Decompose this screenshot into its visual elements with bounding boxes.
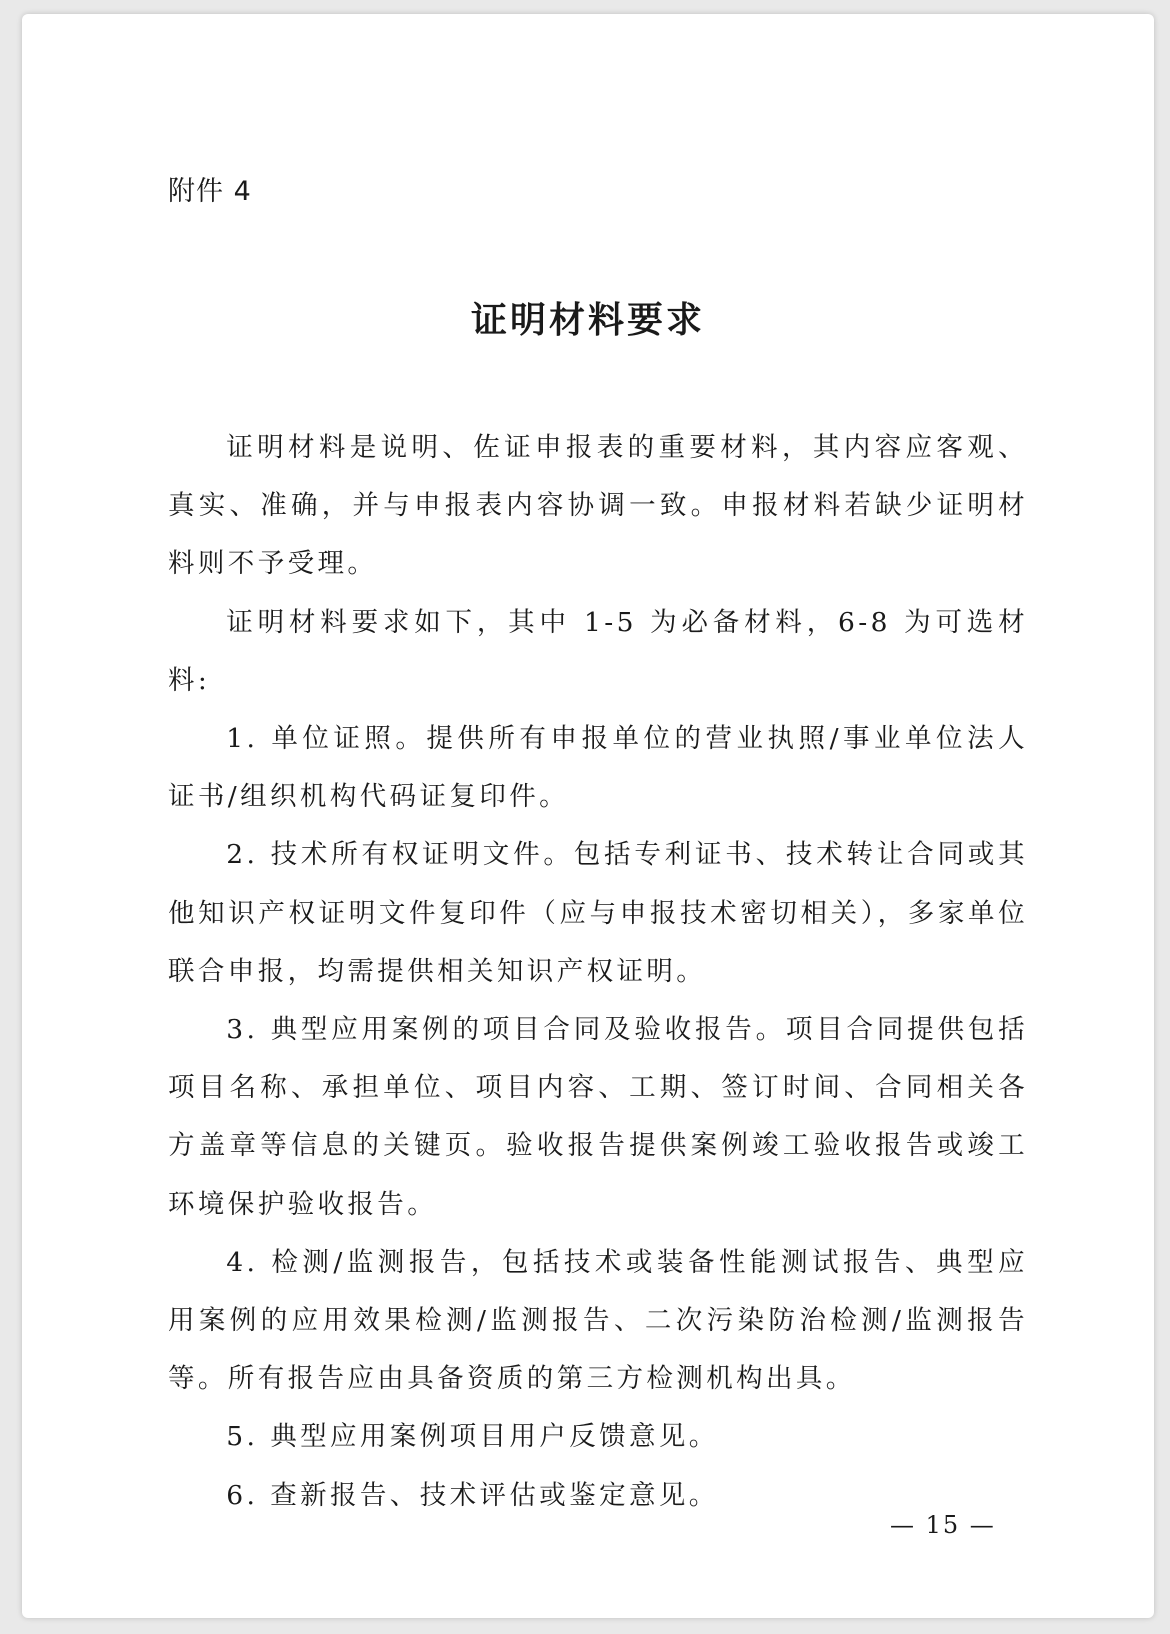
paragraph-requirements-lead: 证明材料要求如下，其中 1-5 为必备材料，6-8 为可选材料:	[168, 606, 1028, 696]
paragraph-item-6: 6. 查新报告、技术评估或鉴定意见。	[226, 1479, 719, 1511]
paragraph-item-2: 2. 技术所有权证明文件。包括专利证书、技术转让合同或其他知识产权证明文件复印件（应与申报技术密切相关），多家单位联合申报，均需提供相关知识产权证明。	[168, 839, 1028, 987]
page-number: — 15 —	[890, 1511, 996, 1539]
paragraph-item-5: 5. 典型应用案例项目用户反馈意见。	[226, 1421, 719, 1453]
document-page	[22, 14, 1154, 1618]
paragraph-item-4: 4. 检测/监测报告，包括技术或装备性能测试报告、典型应用案例的应用效果检测/监测报告、二次污染防治检测/监测报告等。所有报告应由具备资质的第三方检测机构出具。	[168, 1246, 1028, 1395]
attachment-label: 附件 4	[168, 176, 252, 207]
paragraph-item-3: 3. 典型应用案例的项目合同及验收报告。项目合同提供包括项目名称、承担单位、项目内容、工期、签订时间、合同相关各方盖章等信息的关键页。验收报告提供案例竣工验收报告或竣工环境保护验收报告。	[168, 1014, 1028, 1220]
paragraph-intro: 证明材料是说明、佐证申报表的重要材料，其内容应客观、真实、准确，并与申报表内容协调一致。申报材料若缺少证明材料则不予受理。	[168, 432, 1028, 580]
paragraph-item-1: 1. 单位证照。提供所有申报单位的营业执照/事业单位法人证书/组织机构代码证复印件。	[168, 723, 1028, 813]
document-body	[168, 419, 1028, 1525]
document-title: 证明材料要求	[470, 300, 705, 341]
